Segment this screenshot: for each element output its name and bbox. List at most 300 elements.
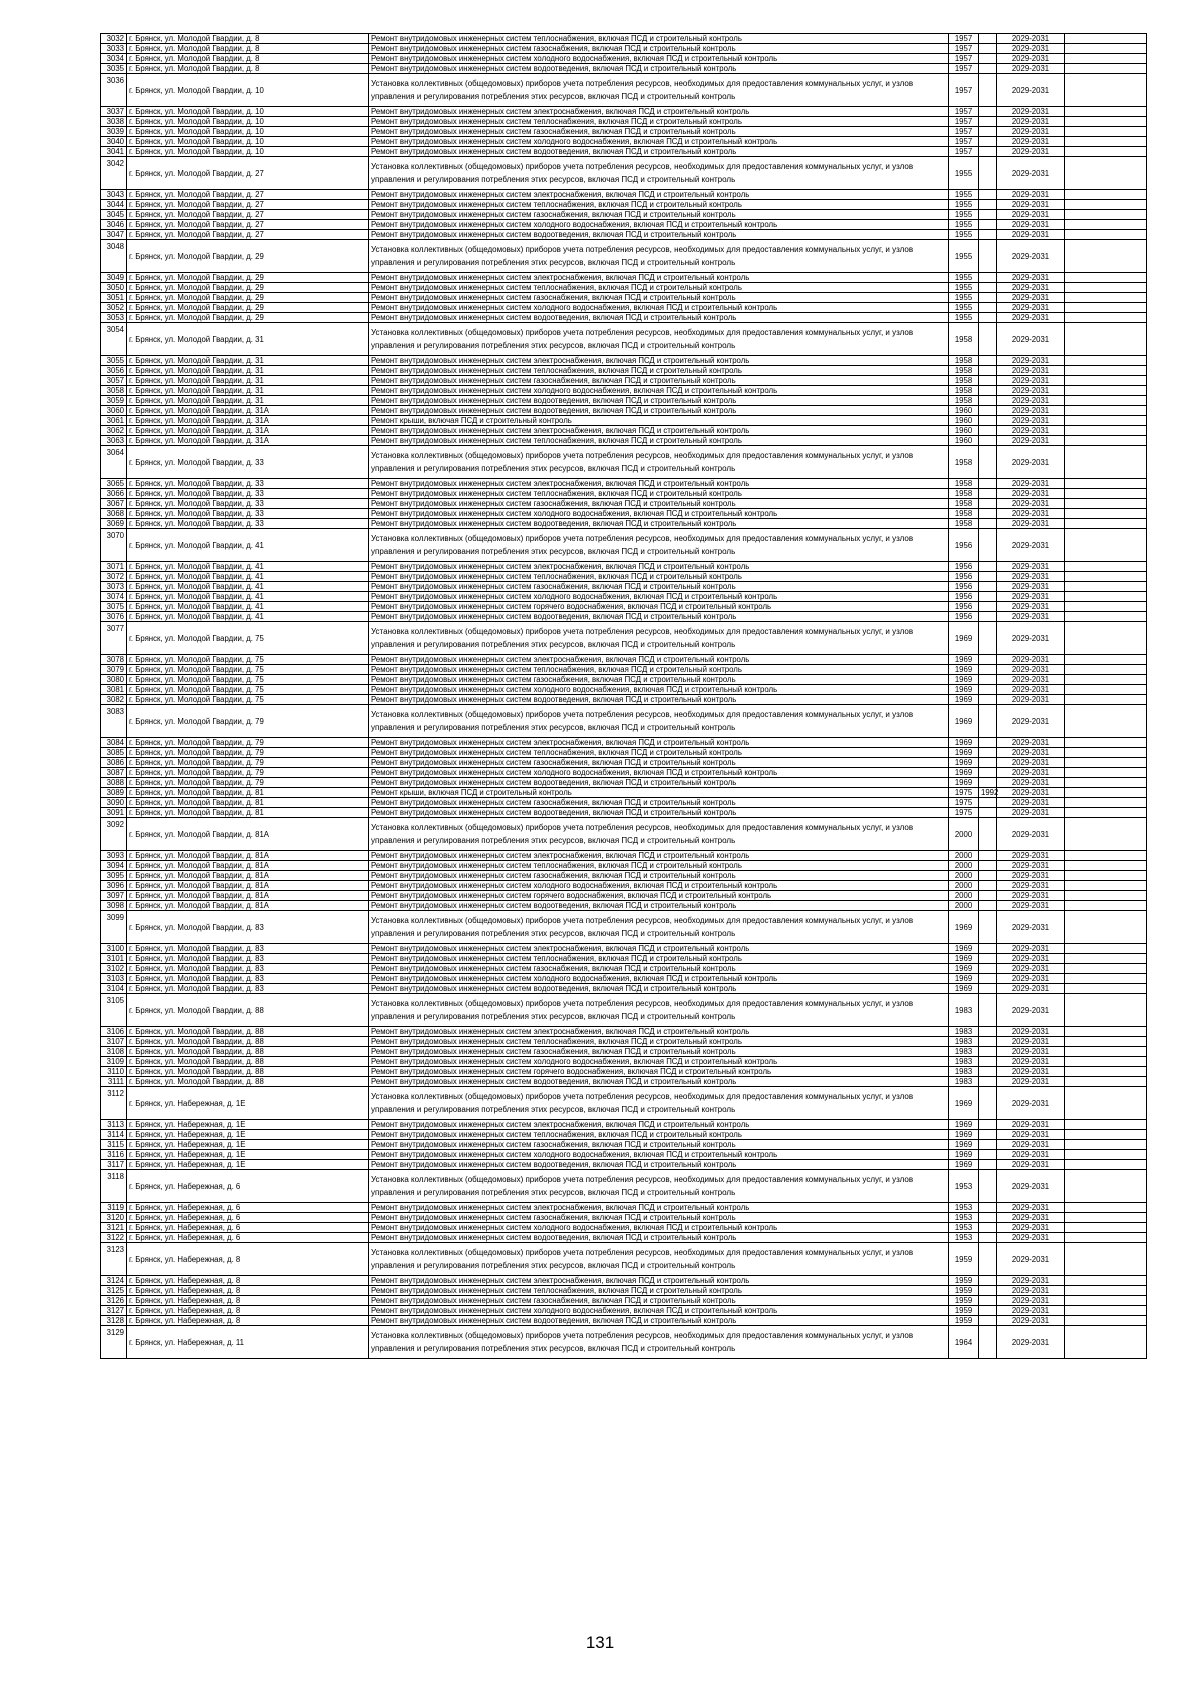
row-period: 2029-2031 bbox=[997, 1130, 1065, 1140]
row-period: 2029-2031 bbox=[997, 34, 1065, 44]
row-year-extra bbox=[979, 768, 997, 778]
row-year-extra bbox=[979, 74, 997, 107]
row-year-built: 1959 bbox=[949, 1286, 979, 1296]
row-blank-cell bbox=[1065, 323, 1147, 356]
row-year-built: 1969 bbox=[949, 984, 979, 994]
row-blank-cell bbox=[1065, 592, 1147, 602]
row-number: 3094 bbox=[101, 861, 127, 871]
row-year-extra bbox=[979, 665, 997, 675]
row-work-type: Ремонт внутридомовых инженерных систем холодного водоснабжения, включая ПСД и строительный контроль bbox=[369, 974, 949, 984]
row-blank-cell bbox=[1065, 1243, 1147, 1276]
row-period: 2029-2031 bbox=[997, 818, 1065, 851]
row-year-extra bbox=[979, 1286, 997, 1296]
row-year-extra bbox=[979, 748, 997, 758]
table-row bbox=[101, 798, 1147, 808]
row-year-extra bbox=[979, 675, 997, 685]
row-year-built: 1959 bbox=[949, 1243, 979, 1276]
table-row bbox=[101, 230, 1147, 240]
row-period: 2029-2031 bbox=[997, 705, 1065, 738]
row-number: 3059 bbox=[101, 396, 127, 406]
table-row bbox=[101, 356, 1147, 366]
row-year-extra bbox=[979, 356, 997, 366]
table-row bbox=[101, 582, 1147, 592]
row-period: 2029-2031 bbox=[997, 768, 1065, 778]
row-year-extra bbox=[979, 230, 997, 240]
row-number: 3044 bbox=[101, 200, 127, 210]
row-work-type: Ремонт внутридомовых инженерных систем водоотведения, включая ПСД и строительный контроль bbox=[369, 778, 949, 788]
row-number: 3039 bbox=[101, 127, 127, 137]
row-year-built: 1955 bbox=[949, 190, 979, 200]
row-work-type: Ремонт внутридомовых инженерных систем холодного водоснабжения, включая ПСД и строительный контроль bbox=[369, 881, 949, 891]
row-address: г. Брянск, ул. Молодой Гвардии, д. 81 bbox=[127, 788, 369, 798]
row-blank-cell bbox=[1065, 1067, 1147, 1077]
row-blank-cell bbox=[1065, 788, 1147, 798]
row-blank-cell bbox=[1065, 1140, 1147, 1150]
row-work-type: Ремонт внутридомовых инженерных систем водоотведения, включая ПСД и строительный контроль bbox=[369, 147, 949, 157]
row-work-type: Ремонт внутридомовых инженерных систем газоснабжения, включая ПСД и строительный контроль bbox=[369, 758, 949, 768]
row-year-extra bbox=[979, 974, 997, 984]
row-blank-cell bbox=[1065, 273, 1147, 283]
row-number: 3092 bbox=[101, 818, 127, 851]
row-work-type: Установка коллективных (общедомовых) приборов учета потребления ресурсов, необходимых для предоставления коммунальных услуг, и узлов управления и регулирования потребления этих ресурсов, включая ПСД и строительный контроль bbox=[369, 323, 949, 356]
row-number: 3088 bbox=[101, 778, 127, 788]
row-number: 3090 bbox=[101, 798, 127, 808]
row-blank-cell bbox=[1065, 107, 1147, 117]
row-address: г. Брянск, ул. Набережная, д. 6 bbox=[127, 1170, 369, 1203]
row-address: г. Брянск, ул. Молодой Гвардии, д. 81А bbox=[127, 891, 369, 901]
row-period: 2029-2031 bbox=[997, 1203, 1065, 1213]
row-address: г. Брянск, ул. Молодой Гвардии, д. 88 bbox=[127, 1067, 369, 1077]
row-number: 3086 bbox=[101, 758, 127, 768]
row-address: г. Брянск, ул. Молодой Гвардии, д. 79 bbox=[127, 758, 369, 768]
row-period: 2029-2031 bbox=[997, 54, 1065, 64]
row-blank-cell bbox=[1065, 1087, 1147, 1120]
row-work-type: Ремонт внутридомовых инженерных систем электроснабжения, включая ПСД и строительный контроль bbox=[369, 107, 949, 117]
row-year-extra bbox=[979, 984, 997, 994]
row-year-extra bbox=[979, 44, 997, 54]
table-row bbox=[101, 738, 1147, 748]
row-work-type: Установка коллективных (общедомовых) приборов учета потребления ресурсов, необходимых для предоставления коммунальных услуг, и узлов управления и регулирования потребления этих ресурсов, включая ПСД и строительный контроль bbox=[369, 705, 949, 738]
row-year-extra bbox=[979, 1067, 997, 1077]
row-address: г. Брянск, ул. Молодой Гвардии, д. 31 bbox=[127, 323, 369, 356]
row-period: 2029-2031 bbox=[997, 1233, 1065, 1243]
row-number: 3035 bbox=[101, 64, 127, 74]
row-address: г. Брянск, ул. Молодой Гвардии, д. 75 bbox=[127, 655, 369, 665]
table-row bbox=[101, 881, 1147, 891]
row-year-built: 1969 bbox=[949, 1120, 979, 1130]
table-row bbox=[101, 396, 1147, 406]
row-number: 3114 bbox=[101, 1130, 127, 1140]
table-row bbox=[101, 283, 1147, 293]
row-work-type: Ремонт внутридомовых инженерных систем теплоснабжения, включая ПСД и строительный контроль bbox=[369, 954, 949, 964]
row-year-extra bbox=[979, 1027, 997, 1037]
row-year-extra bbox=[979, 871, 997, 881]
row-blank-cell bbox=[1065, 220, 1147, 230]
row-work-type: Ремонт внутридомовых инженерных систем холодного водоснабжения, включая ПСД и строительный контроль bbox=[369, 768, 949, 778]
row-year-built: 1969 bbox=[949, 778, 979, 788]
row-work-type: Ремонт внутридомовых инженерных систем газоснабжения, включая ПСД и строительный контроль bbox=[369, 675, 949, 685]
row-number: 3047 bbox=[101, 230, 127, 240]
row-number: 3101 bbox=[101, 954, 127, 964]
row-blank-cell bbox=[1065, 685, 1147, 695]
row-number: 3085 bbox=[101, 748, 127, 758]
row-address: г. Брянск, ул. Набережная, д. 8 bbox=[127, 1243, 369, 1276]
row-year-built: 1983 bbox=[949, 1067, 979, 1077]
row-address: г. Брянск, ул. Молодой Гвардии, д. 29 bbox=[127, 303, 369, 313]
row-period: 2029-2031 bbox=[997, 127, 1065, 137]
row-period: 2029-2031 bbox=[997, 273, 1065, 283]
row-number: 3077 bbox=[101, 622, 127, 655]
row-work-type: Установка коллективных (общедомовых) приборов учета потребления ресурсов, необходимых для предоставления коммунальных услуг, и узлов управления и регулирования потребления этих ресурсов, включая ПСД и строительный контроль bbox=[369, 1087, 949, 1120]
row-year-built: 1956 bbox=[949, 592, 979, 602]
row-year-extra bbox=[979, 273, 997, 283]
row-blank-cell bbox=[1065, 64, 1147, 74]
table-row bbox=[101, 901, 1147, 911]
row-number: 3108 bbox=[101, 1047, 127, 1057]
row-work-type: Ремонт крыши, включая ПСД и строительный контроль bbox=[369, 788, 949, 798]
row-blank-cell bbox=[1065, 1306, 1147, 1316]
row-period: 2029-2031 bbox=[997, 738, 1065, 748]
row-period: 2029-2031 bbox=[997, 881, 1065, 891]
row-address: г. Брянск, ул. Молодой Гвардии, д. 33 bbox=[127, 499, 369, 509]
row-address: г. Брянск, ул. Молодой Гвардии, д. 79 bbox=[127, 768, 369, 778]
row-address: г. Брянск, ул. Молодой Гвардии, д. 31 bbox=[127, 366, 369, 376]
row-year-extra bbox=[979, 851, 997, 861]
row-period: 2029-2031 bbox=[997, 313, 1065, 323]
row-work-type: Установка коллективных (общедомовых) приборов учета потребления ресурсов, необходимых для предоставления коммунальных услуг, и узлов управления и регулирования потребления этих ресурсов, включая ПСД и строительный контроль bbox=[369, 74, 949, 107]
row-blank-cell bbox=[1065, 147, 1147, 157]
table-row bbox=[101, 1276, 1147, 1286]
row-number: 3111 bbox=[101, 1077, 127, 1087]
row-year-extra bbox=[979, 303, 997, 313]
row-number: 3036 bbox=[101, 74, 127, 107]
row-year-extra bbox=[979, 1316, 997, 1326]
row-blank-cell bbox=[1065, 489, 1147, 499]
row-blank-cell bbox=[1065, 499, 1147, 509]
row-year-built: 1969 bbox=[949, 655, 979, 665]
row-address: г. Брянск, ул. Молодой Гвардии, д. 83 bbox=[127, 954, 369, 964]
row-address: г. Брянск, ул. Молодой Гвардии, д. 83 bbox=[127, 974, 369, 984]
row-work-type: Ремонт внутридомовых инженерных систем теплоснабжения, включая ПСД и строительный контроль bbox=[369, 1286, 949, 1296]
row-work-type: Ремонт внутридомовых инженерных систем горячего водоснабжения, включая ПСД и строительный контроль bbox=[369, 891, 949, 901]
row-address: г. Брянск, ул. Молодой Гвардии, д. 88 bbox=[127, 1057, 369, 1067]
row-period: 2029-2031 bbox=[997, 303, 1065, 313]
row-year-extra bbox=[979, 911, 997, 944]
row-work-type: Ремонт внутридомовых инженерных систем теплоснабжения, включая ПСД и строительный контроль bbox=[369, 1130, 949, 1140]
row-period: 2029-2031 bbox=[997, 1286, 1065, 1296]
row-period: 2029-2031 bbox=[997, 137, 1065, 147]
row-year-extra bbox=[979, 220, 997, 230]
row-address: г. Брянск, ул. Молодой Гвардии, д. 8 bbox=[127, 44, 369, 54]
row-number: 3042 bbox=[101, 157, 127, 190]
row-period: 2029-2031 bbox=[997, 994, 1065, 1027]
row-address: г. Брянск, ул. Молодой Гвардии, д. 75 bbox=[127, 675, 369, 685]
row-blank-cell bbox=[1065, 1037, 1147, 1047]
row-blank-cell bbox=[1065, 1286, 1147, 1296]
table-row bbox=[101, 1296, 1147, 1306]
row-period: 2029-2031 bbox=[997, 416, 1065, 426]
row-year-extra bbox=[979, 1296, 997, 1306]
row-blank-cell bbox=[1065, 240, 1147, 273]
row-number: 3103 bbox=[101, 974, 127, 984]
row-period: 2029-2031 bbox=[997, 386, 1065, 396]
table-row bbox=[101, 137, 1147, 147]
row-address: г. Брянск, ул. Молодой Гвардии, д. 88 bbox=[127, 1027, 369, 1037]
row-year-extra bbox=[979, 1203, 997, 1213]
row-period: 2029-2031 bbox=[997, 788, 1065, 798]
row-blank-cell bbox=[1065, 396, 1147, 406]
row-number: 3082 bbox=[101, 695, 127, 705]
row-number: 3126 bbox=[101, 1296, 127, 1306]
row-address: г. Брянск, ул. Набережная, д. 1Е bbox=[127, 1160, 369, 1170]
row-number: 3102 bbox=[101, 964, 127, 974]
row-period: 2029-2031 bbox=[997, 655, 1065, 665]
row-work-type: Ремонт внутридомовых инженерных систем водоотведения, включая ПСД и строительный контроль bbox=[369, 1160, 949, 1170]
row-blank-cell bbox=[1065, 891, 1147, 901]
table-row bbox=[101, 323, 1147, 356]
table-row bbox=[101, 572, 1147, 582]
row-year-built: 1955 bbox=[949, 200, 979, 210]
row-year-extra bbox=[979, 1326, 997, 1359]
row-period: 2029-2031 bbox=[997, 1223, 1065, 1233]
row-address: г. Брянск, ул. Молодой Гвардии, д. 8 bbox=[127, 54, 369, 64]
row-period: 2029-2031 bbox=[997, 200, 1065, 210]
row-period: 2029-2031 bbox=[997, 891, 1065, 901]
row-year-extra bbox=[979, 54, 997, 64]
row-work-type: Ремонт внутридомовых инженерных систем электроснабжения, включая ПСД и строительный контроль bbox=[369, 562, 949, 572]
row-year-built: 1956 bbox=[949, 529, 979, 562]
row-number: 3045 bbox=[101, 210, 127, 220]
row-number: 3110 bbox=[101, 1067, 127, 1077]
row-address: г. Брянск, ул. Молодой Гвардии, д. 83 bbox=[127, 911, 369, 944]
row-number: 3058 bbox=[101, 386, 127, 396]
row-address: г. Брянск, ул. Молодой Гвардии, д. 81А bbox=[127, 871, 369, 881]
table-row bbox=[101, 655, 1147, 665]
row-work-type: Ремонт внутридомовых инженерных систем холодного водоснабжения, включая ПСД и строительный контроль bbox=[369, 137, 949, 147]
row-year-extra bbox=[979, 210, 997, 220]
row-number: 3041 bbox=[101, 147, 127, 157]
row-blank-cell bbox=[1065, 871, 1147, 881]
row-work-type: Ремонт внутридомовых инженерных систем электроснабжения, включая ПСД и строительный контроль bbox=[369, 1120, 949, 1130]
row-year-built: 1983 bbox=[949, 1057, 979, 1067]
row-blank-cell bbox=[1065, 612, 1147, 622]
row-period: 2029-2031 bbox=[997, 323, 1065, 356]
row-blank-cell bbox=[1065, 572, 1147, 582]
row-period: 2029-2031 bbox=[997, 665, 1065, 675]
row-number: 3118 bbox=[101, 1170, 127, 1203]
row-work-type: Ремонт внутридомовых инженерных систем холодного водоснабжения, включая ПСД и строительный контроль bbox=[369, 1150, 949, 1160]
row-period: 2029-2031 bbox=[997, 509, 1065, 519]
row-year-extra bbox=[979, 200, 997, 210]
row-year-built: 1953 bbox=[949, 1223, 979, 1233]
row-blank-cell bbox=[1065, 230, 1147, 240]
row-blank-cell bbox=[1065, 416, 1147, 426]
row-year-built: 1969 bbox=[949, 1150, 979, 1160]
row-work-type: Ремонт внутридомовых инженерных систем газоснабжения, включая ПСД и строительный контроль bbox=[369, 1140, 949, 1150]
row-period: 2029-2031 bbox=[997, 871, 1065, 881]
row-year-built: 1969 bbox=[949, 705, 979, 738]
row-year-extra bbox=[979, 1223, 997, 1233]
row-year-built: 1956 bbox=[949, 612, 979, 622]
row-address: г. Брянск, ул. Молодой Гвардии, д. 81А bbox=[127, 861, 369, 871]
row-period: 2029-2031 bbox=[997, 1213, 1065, 1223]
row-year-extra bbox=[979, 64, 997, 74]
row-year-extra bbox=[979, 1037, 997, 1047]
table-row bbox=[101, 1160, 1147, 1170]
row-year-extra bbox=[979, 572, 997, 582]
row-year-built: 1969 bbox=[949, 964, 979, 974]
row-year-built: 1955 bbox=[949, 283, 979, 293]
row-year-built: 1956 bbox=[949, 562, 979, 572]
row-work-type: Ремонт внутридомовых инженерных систем электроснабжения, включая ПСД и строительный контроль bbox=[369, 1203, 949, 1213]
row-year-extra bbox=[979, 808, 997, 818]
row-period: 2029-2031 bbox=[997, 901, 1065, 911]
row-year-built: 1969 bbox=[949, 695, 979, 705]
row-period: 2029-2031 bbox=[997, 1160, 1065, 1170]
row-address: г. Брянск, ул. Набережная, д. 8 bbox=[127, 1316, 369, 1326]
row-number: 3124 bbox=[101, 1276, 127, 1286]
table-row bbox=[101, 861, 1147, 871]
row-year-extra bbox=[979, 798, 997, 808]
row-work-type: Ремонт внутридомовых инженерных систем газоснабжения, включая ПСД и строительный контроль bbox=[369, 582, 949, 592]
row-period: 2029-2031 bbox=[997, 147, 1065, 157]
row-year-built: 1983 bbox=[949, 1037, 979, 1047]
row-blank-cell bbox=[1065, 705, 1147, 738]
row-year-extra bbox=[979, 396, 997, 406]
row-address: г. Брянск, ул. Молодой Гвардии, д. 33 bbox=[127, 446, 369, 479]
row-year-built: 1969 bbox=[949, 974, 979, 984]
row-address: г. Брянск, ул. Молодой Гвардии, д. 88 bbox=[127, 1077, 369, 1087]
row-year-built: 1959 bbox=[949, 1276, 979, 1286]
row-period: 2029-2031 bbox=[997, 74, 1065, 107]
row-address: г. Брянск, ул. Молодой Гвардии, д. 41 bbox=[127, 612, 369, 622]
row-year-built: 1969 bbox=[949, 1160, 979, 1170]
row-address: г. Брянск, ул. Молодой Гвардии, д. 88 bbox=[127, 1047, 369, 1057]
row-blank-cell bbox=[1065, 406, 1147, 416]
row-number: 3055 bbox=[101, 356, 127, 366]
row-year-extra bbox=[979, 240, 997, 273]
row-address: г. Брянск, ул. Набережная, д. 1Е bbox=[127, 1120, 369, 1130]
row-period: 2029-2031 bbox=[997, 366, 1065, 376]
row-period: 2029-2031 bbox=[997, 446, 1065, 479]
row-year-extra bbox=[979, 1213, 997, 1223]
row-blank-cell bbox=[1065, 1047, 1147, 1057]
row-period: 2029-2031 bbox=[997, 499, 1065, 509]
row-address: г. Брянск, ул. Молодой Гвардии, д. 33 bbox=[127, 519, 369, 529]
row-year-built: 1983 bbox=[949, 1047, 979, 1057]
row-work-type: Ремонт внутридомовых инженерных систем электроснабжения, включая ПСД и строительный контроль bbox=[369, 190, 949, 200]
row-year-built: 1955 bbox=[949, 230, 979, 240]
row-work-type: Ремонт внутридомовых инженерных систем электроснабжения, включая ПСД и строительный контроль bbox=[369, 1276, 949, 1286]
row-number: 3043 bbox=[101, 190, 127, 200]
row-work-type: Ремонт внутридомовых инженерных систем горячего водоснабжения, включая ПСД и строительный контроль bbox=[369, 1067, 949, 1077]
row-year-built: 1955 bbox=[949, 210, 979, 220]
row-address: г. Брянск, ул. Набережная, д. 8 bbox=[127, 1296, 369, 1306]
row-number: 3121 bbox=[101, 1223, 127, 1233]
row-work-type: Ремонт внутридомовых инженерных систем холодного водоснабжения, включая ПСД и строительный контроль bbox=[369, 54, 949, 64]
row-period: 2029-2031 bbox=[997, 1170, 1065, 1203]
row-period: 2029-2031 bbox=[997, 376, 1065, 386]
row-address: г. Брянск, ул. Молодой Гвардии, д. 31А bbox=[127, 406, 369, 416]
row-year-extra bbox=[979, 881, 997, 891]
row-period: 2029-2031 bbox=[997, 695, 1065, 705]
row-work-type: Ремонт внутридомовых инженерных систем теплоснабжения, включая ПСД и строительный контроль bbox=[369, 861, 949, 871]
row-work-type: Ремонт внутридомовых инженерных систем теплоснабжения, включая ПСД и строительный контроль bbox=[369, 572, 949, 582]
row-blank-cell bbox=[1065, 1223, 1147, 1233]
row-work-type: Ремонт внутридомовых инженерных систем холодного водоснабжения, включая ПСД и строительный контроль bbox=[369, 1057, 949, 1067]
row-work-type: Ремонт внутридомовых инженерных систем теплоснабжения, включая ПСД и строительный контроль bbox=[369, 665, 949, 675]
table-row bbox=[101, 1027, 1147, 1037]
row-year-extra bbox=[979, 366, 997, 376]
row-number: 3060 bbox=[101, 406, 127, 416]
row-work-type: Ремонт внутридомовых инженерных систем водоотведения, включая ПСД и строительный контроль bbox=[369, 1077, 949, 1087]
row-year-built: 1956 bbox=[949, 572, 979, 582]
table-row bbox=[101, 1067, 1147, 1077]
row-address: г. Брянск, ул. Набережная, д. 1Е bbox=[127, 1150, 369, 1160]
row-work-type: Ремонт внутридомовых инженерных систем газоснабжения, включая ПСД и строительный контроль bbox=[369, 1296, 949, 1306]
row-period: 2029-2031 bbox=[997, 220, 1065, 230]
row-blank-cell bbox=[1065, 426, 1147, 436]
row-blank-cell bbox=[1065, 34, 1147, 44]
row-period: 2029-2031 bbox=[997, 602, 1065, 612]
table-row bbox=[101, 891, 1147, 901]
row-number: 3052 bbox=[101, 303, 127, 313]
row-number: 3064 bbox=[101, 446, 127, 479]
row-address: г. Брянск, ул. Молодой Гвардии, д. 29 bbox=[127, 313, 369, 323]
row-number: 3116 bbox=[101, 1150, 127, 1160]
table-row bbox=[101, 54, 1147, 64]
row-number: 3062 bbox=[101, 426, 127, 436]
row-year-extra bbox=[979, 190, 997, 200]
row-number: 3068 bbox=[101, 509, 127, 519]
row-address: г. Брянск, ул. Молодой Гвардии, д. 31 bbox=[127, 386, 369, 396]
table-row bbox=[101, 147, 1147, 157]
row-period: 2029-2031 bbox=[997, 861, 1065, 871]
table-row bbox=[101, 509, 1147, 519]
row-period: 2029-2031 bbox=[997, 1087, 1065, 1120]
row-address: г. Брянск, ул. Молодой Гвардии, д. 41 bbox=[127, 592, 369, 602]
row-year-extra bbox=[979, 489, 997, 499]
table-row bbox=[101, 675, 1147, 685]
row-address: г. Брянск, ул. Молодой Гвардии, д. 10 bbox=[127, 137, 369, 147]
row-year-built: 1957 bbox=[949, 64, 979, 74]
row-address: г. Брянск, ул. Молодой Гвардии, д. 81 bbox=[127, 808, 369, 818]
table-row bbox=[101, 984, 1147, 994]
row-number: 3074 bbox=[101, 592, 127, 602]
row-address: г. Брянск, ул. Молодой Гвардии, д. 27 bbox=[127, 220, 369, 230]
row-year-built: 1969 bbox=[949, 1130, 979, 1140]
row-year-built: 1969 bbox=[949, 954, 979, 964]
row-year-extra bbox=[979, 499, 997, 509]
row-period: 2029-2031 bbox=[997, 582, 1065, 592]
row-year-extra bbox=[979, 861, 997, 871]
table-row bbox=[101, 1316, 1147, 1326]
row-number: 3112 bbox=[101, 1087, 127, 1120]
row-work-type: Ремонт внутридомовых инженерных систем газоснабжения, включая ПСД и строительный контроль bbox=[369, 871, 949, 881]
row-year-built: 1983 bbox=[949, 994, 979, 1027]
row-blank-cell bbox=[1065, 127, 1147, 137]
row-year-built: 1955 bbox=[949, 157, 979, 190]
row-year-built: 1957 bbox=[949, 34, 979, 44]
row-number: 3049 bbox=[101, 273, 127, 283]
row-period: 2029-2031 bbox=[997, 984, 1065, 994]
row-year-built: 1964 bbox=[949, 1326, 979, 1359]
row-work-type: Ремонт внутридомовых инженерных систем водоотведения, включая ПСД и строительный контроль bbox=[369, 313, 949, 323]
row-number: 3125 bbox=[101, 1286, 127, 1296]
row-year-built: 2000 bbox=[949, 891, 979, 901]
row-year-built: 1975 bbox=[949, 788, 979, 798]
row-work-type: Ремонт внутридомовых инженерных систем электроснабжения, включая ПСД и строительный контроль bbox=[369, 273, 949, 283]
